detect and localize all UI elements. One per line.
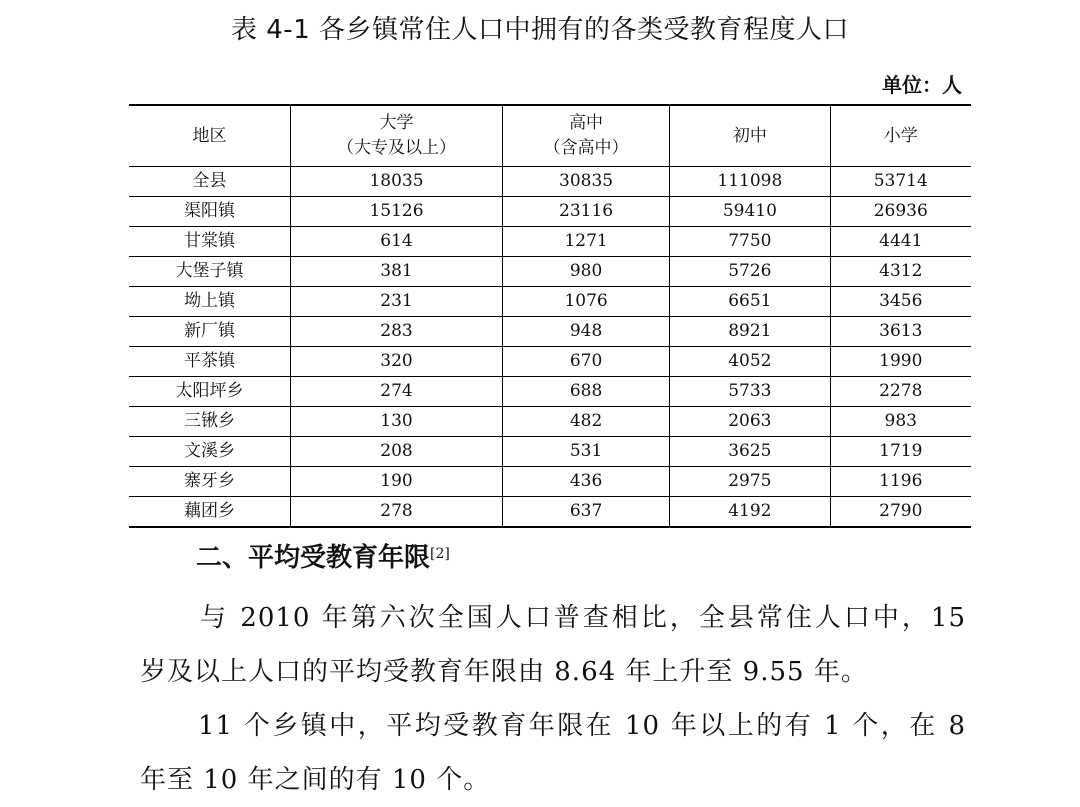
education-table (129, 104, 971, 528)
cell-primary-school: 26936 (830, 197, 971, 227)
cell-college: 320 (291, 347, 503, 377)
cell-high-school: 436 (502, 467, 669, 497)
table-row (129, 257, 971, 287)
cell-middle-school: 2975 (670, 467, 830, 497)
paragraph-text: 与 2010 年第六次全国人口普查相比，全县常住人口中，15 (198, 603, 966, 633)
footnote-ref: [2] (430, 546, 450, 562)
table-row (129, 437, 971, 467)
table-row (129, 377, 971, 407)
cell-college: 190 (291, 467, 503, 497)
table-header-row (129, 105, 971, 167)
cell-primary-school: 1719 (830, 437, 971, 467)
cell-primary-school: 53714 (830, 167, 971, 197)
table-row (129, 467, 971, 497)
cell-high-school: 1076 (502, 287, 669, 317)
table-row (129, 497, 971, 528)
table-row (129, 167, 971, 197)
header-high-note: （含高中） (543, 138, 629, 158)
cell-middle-school: 5726 (670, 257, 830, 287)
cell-college: 283 (291, 317, 503, 347)
cell-middle-school: 5733 (670, 377, 830, 407)
cell-college: 381 (291, 257, 503, 287)
cell-middle-school: 6651 (670, 287, 830, 317)
cell-high-school: 1271 (502, 227, 669, 257)
table-row (129, 227, 971, 257)
table-row (129, 197, 971, 227)
cell-high-school: 23116 (502, 197, 669, 227)
table-row (129, 287, 971, 317)
table-title: 表 4-1 各乡镇常住人口中拥有的各类受教育程度人口 (231, 15, 849, 45)
cell-region: 文溪乡 (129, 437, 291, 467)
cell-region: 全县 (129, 167, 291, 197)
cell-middle-school: 8921 (670, 317, 830, 347)
cell-middle-school: 59410 (670, 197, 830, 227)
header-primary-school: 小学 (830, 105, 971, 167)
paragraph-line (140, 591, 966, 645)
cell-region: 大堡子镇 (129, 257, 291, 287)
paragraph-line (140, 699, 966, 753)
cell-region: 渠阳镇 (129, 197, 291, 227)
cell-region: 藕团乡 (129, 497, 291, 528)
cell-high-school: 948 (502, 317, 669, 347)
cell-primary-school: 983 (830, 407, 971, 437)
paragraph-line: 岁及以上人口的平均受教育年限由 8.64 年上升至 9.55 年。 (140, 657, 868, 687)
unit-label: 单位：人 (882, 73, 962, 97)
cell-high-school: 670 (502, 347, 669, 377)
cell-college: 15126 (291, 197, 503, 227)
cell-primary-school: 4441 (830, 227, 971, 257)
cell-primary-school: 3456 (830, 287, 971, 317)
header-college-note: （大专及以上） (336, 138, 456, 158)
cell-region: 太阳坪乡 (129, 377, 291, 407)
paragraph-township-summary (140, 699, 966, 807)
paragraph-line: 年至 10 年之间的有 10 个。 (140, 765, 491, 795)
cell-middle-school: 4192 (670, 497, 830, 528)
header-college (291, 105, 503, 167)
cell-college: 18035 (291, 167, 503, 197)
paragraph-census-comparison (140, 591, 966, 699)
cell-high-school: 688 (502, 377, 669, 407)
cell-primary-school: 4312 (830, 257, 971, 287)
cell-middle-school: 111098 (670, 167, 830, 197)
table-row (129, 407, 971, 437)
cell-primary-school: 1990 (830, 347, 971, 377)
section-heading-text: 二、平均受教育年限 (196, 543, 431, 573)
cell-college: 208 (291, 437, 503, 467)
cell-high-school: 30835 (502, 167, 669, 197)
cell-college: 130 (291, 407, 503, 437)
cell-primary-school: 2790 (830, 497, 971, 528)
cell-primary-school: 2278 (830, 377, 971, 407)
cell-college: 278 (291, 497, 503, 528)
header-high-title: 高中 (569, 113, 604, 133)
section-heading (196, 538, 450, 578)
header-middle-school: 初中 (670, 105, 830, 167)
header-high-school (502, 105, 669, 167)
cell-region: 三锹乡 (129, 407, 291, 437)
cell-region: 坳上镇 (129, 287, 291, 317)
cell-middle-school: 3625 (670, 437, 830, 467)
cell-high-school: 531 (502, 437, 669, 467)
cell-middle-school: 7750 (670, 227, 830, 257)
header-region: 地区 (129, 105, 291, 167)
cell-high-school: 482 (502, 407, 669, 437)
table-row (129, 317, 971, 347)
cell-primary-school: 3613 (830, 317, 971, 347)
cell-region: 寨牙乡 (129, 467, 291, 497)
cell-high-school: 980 (502, 257, 669, 287)
cell-college: 614 (291, 227, 503, 257)
cell-college: 274 (291, 377, 503, 407)
cell-middle-school: 2063 (670, 407, 830, 437)
cell-primary-school: 1196 (830, 467, 971, 497)
header-college-title: 大学 (379, 113, 414, 133)
cell-college: 231 (291, 287, 503, 317)
cell-region: 新厂镇 (129, 317, 291, 347)
cell-region: 平茶镇 (129, 347, 291, 377)
cell-middle-school: 4052 (670, 347, 830, 377)
table-row (129, 347, 971, 377)
cell-high-school: 637 (502, 497, 669, 528)
cell-region: 甘棠镇 (129, 227, 291, 257)
paragraph-text: 11 个乡镇中，平均受教育年限在 10 年以上的有 1 个，在 8 (198, 711, 966, 741)
